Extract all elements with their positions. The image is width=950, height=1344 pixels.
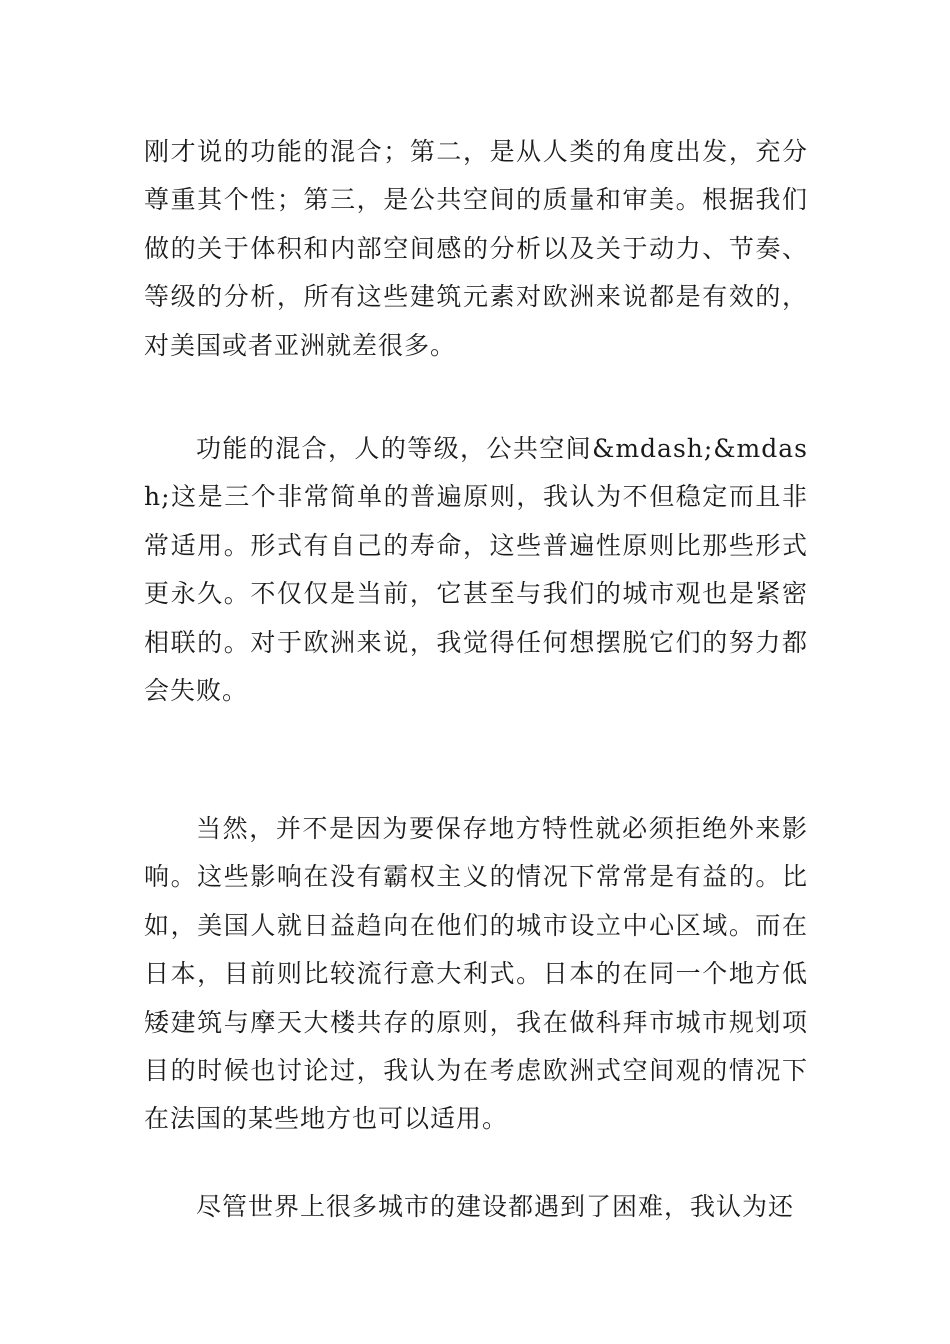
paragraph-4: 尽管世界上很多城市的建设都遇到了困难，我认为还 — [196, 1192, 795, 1221]
paragraph-1: 刚才说的功能的混合；第二，是从人类的角度出发，充分尊重其个性；第三，是公共空间的质量和审美。根据我们做的关于体积和内部空间感的分析以及关于动力、节奏、等级的分析，所有这些建筑元素对欧洲来说都是有效的，对美国或者亚洲就差很多。 — [144, 137, 808, 360]
paragraph-2: 功能的混合，人的等级，公共空间&mdash;&mdash;这是三个非常简单的普遍原则，我认为不但稳定而且非常适用。形式有自己的寿命，这些普遍性原则比那些形式更永久。不仅仅是当前，它甚至与我们的城市观也是紧密相联的。对于欧洲来说，我觉得任何想摆脱它们的努力都会失败。 — [144, 434, 808, 706]
paragraph-3: 当然，并不是因为要保存地方特性就必须拒绝外来影响。这些影响在没有霸权主义的情况下常常是有益的。比如，美国人就日益趋向在他们的城市设立中心区域。而在日本，目前则比较流行意大利式。日本的在同一个地方低矮建筑与摩天大楼共存的原则，我在做科拜市城市规划项目的时候也讨论过，我认为在考虑欧洲式空间观的情况下在法国的某些地方也可以适用。 — [144, 814, 808, 1134]
